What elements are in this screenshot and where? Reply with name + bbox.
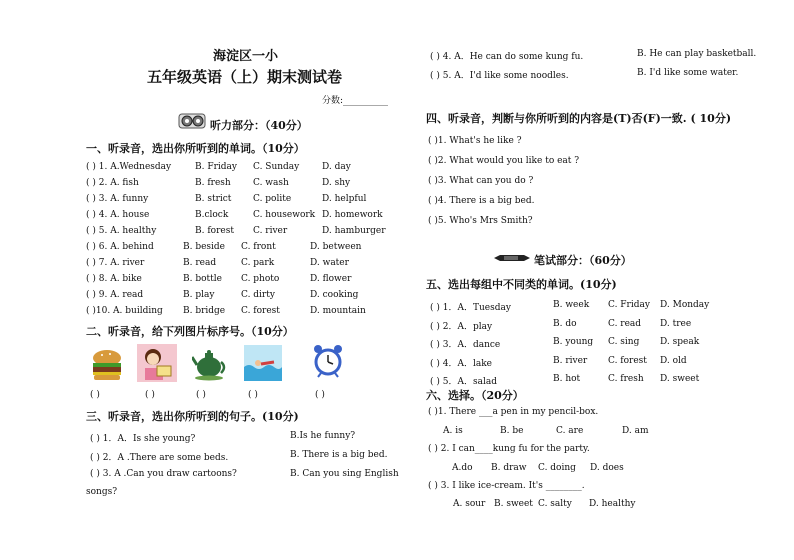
sec2-blank-4: ( ) (248, 390, 258, 400)
sec1-option-d: D. day (322, 162, 351, 172)
sec1-title: 一、听录音，选出你所听到的单词。（10分） (86, 142, 305, 155)
hamburger-icon (90, 347, 124, 383)
q1opts-2: B. be (500, 426, 524, 436)
sec5-option-c: C. fresh (608, 374, 644, 384)
sec5-option-b: B. young (553, 337, 594, 347)
girl-reading-icon (137, 344, 177, 382)
sec5-option-c: C. forest (608, 355, 647, 366)
sec4-item-2: ( )2. What would you like to eat ? (428, 156, 580, 166)
sec1-option-c: C. forest (241, 306, 280, 316)
sec1-option-d: D. shy (322, 178, 351, 188)
headphones-icon (178, 110, 206, 130)
q1opts-4: D. am (622, 426, 649, 436)
sec1-option-c: C. dirty (241, 290, 275, 300)
sec3-item-5: ( ) 5. A．I'd like some noodles. (430, 71, 569, 81)
sec1-option-c: C. park (241, 258, 275, 268)
q2opts-1: A.do (452, 463, 473, 473)
sec1-option-b: B. play (183, 290, 215, 300)
q3opts-1: A. sour (453, 499, 486, 509)
sec1-option-c: C. photo (241, 274, 280, 284)
sec3-option-b: B. I'd like some water. (637, 68, 739, 78)
q3opts-3: C. salty (538, 499, 572, 509)
sec4-item-1: ( )1. What's he like ? (428, 136, 522, 146)
sec5-item-4: ( ) 4．A．lake (430, 358, 492, 369)
sec5-option-d: D. old (660, 355, 687, 366)
sec1-option-b: B. bottle (183, 274, 222, 284)
sec6-q2: ( ) 2. I can____kung fu for the party. (428, 444, 590, 454)
sec1-option-c: C. polite (253, 194, 292, 204)
sec3-title: 三、听录音，选出你所听到的句子。(10分) (86, 410, 299, 423)
sec1-option-b: B. bridge (183, 306, 226, 316)
sec1-option-c: C. river (253, 226, 288, 236)
sec3-item-4: ( ) 4. A．He can do some kung fu. (430, 52, 584, 62)
exam-title: 五年级英语（上）期末测试卷 (147, 68, 343, 86)
sec5-item-3: ( ) 3．A．dance (430, 340, 501, 350)
sec2-blank-1: ( ) (90, 390, 100, 400)
sec1-item-2: ( ) 2. A. fish (86, 178, 139, 188)
school-title: 海淀区一小 (213, 49, 279, 64)
sec1-option-d: D. hamburger (322, 226, 386, 236)
sec1-item-3: ( ) 3. A. funny (86, 194, 149, 204)
q1opts-1: A. is (443, 426, 463, 436)
sec1-item-9: ( ) 9. A. read (86, 290, 144, 300)
sec1-item-1: ( ) 1. A.Wednesday (86, 162, 172, 172)
sec1-option-d: D. homework (322, 210, 383, 220)
sec5-option-c: C. sing (608, 337, 640, 347)
sec5-option-d: D. speak (660, 337, 700, 347)
q2opts-3: C. doing (538, 463, 576, 473)
sec5-option-b: B. hot (553, 374, 581, 384)
writing-part-title: 笔试部分：（60分） (534, 254, 632, 267)
sec5-title: 五、选出每组中不同类的单词。(10分) (426, 278, 617, 291)
sec1-option-b: B. forest (195, 226, 234, 236)
sec5-item-1: ( ) 1．A．Tuesday (430, 303, 511, 313)
sec2-blank-2: ( ) (145, 390, 155, 400)
sec1-item-7: ( ) 7. A. river (86, 258, 145, 268)
sec1-option-c: C. front (241, 242, 276, 252)
q3opts-2: B. sweet (494, 499, 533, 509)
sec3-option-b: B. He can play basketball. (637, 49, 757, 59)
sec3-item-3: ( ) 3. A .Can you draw cartoons? (90, 469, 237, 479)
sec1-item-6: ( ) 6. A. behind (86, 242, 154, 252)
sec1-item-10: ( )10. A. building (86, 306, 163, 316)
sec1-option-d: D. water (310, 258, 349, 268)
sec1-option-b: B. fresh (195, 178, 231, 188)
sec2-blank-3: ( ) (196, 390, 206, 400)
sec2-blank-5: ( ) (315, 390, 325, 400)
alarm-clock-icon (311, 342, 345, 378)
sec5-option-c: C. read (608, 318, 642, 329)
sec5-option-b: B. river (553, 355, 588, 366)
q1opts-3: C. are (556, 426, 584, 436)
sec3-wrap-text: songs? (86, 487, 118, 497)
sec3-option-b: B. There is a big bed. (290, 450, 388, 460)
sec4-item-3: ( )3. What can you do ? (428, 176, 534, 186)
sec3-option-b: B. Can you sing English (290, 469, 399, 479)
teapot-icon (192, 345, 226, 381)
sec6-q3: ( ) 3. I like ice-cream. It's ________. (428, 481, 585, 491)
sec6-title: 六、选择。（20分） (426, 389, 524, 402)
sec1-item-8: ( ) 8. A. bike (86, 274, 142, 284)
sec1-option-d: D. between (310, 242, 362, 252)
sec1-option-b: B. Friday (195, 162, 237, 172)
pen-icon (494, 253, 530, 263)
sec1-option-d: D. mountain (310, 306, 366, 316)
sec2-title: 二、听录音，给下列图片标序号。（10分） (86, 325, 294, 338)
sec1-option-d: D. cooking (310, 290, 359, 300)
sec4-item-4: ( )4. There is a big bed. (428, 196, 535, 206)
sec1-option-d: D. helpful (322, 194, 367, 204)
sec5-option-d: D. Monday (660, 300, 710, 310)
sec5-option-d: D. sweet (660, 374, 700, 384)
sec5-option-d: D. tree (660, 318, 692, 329)
swimming-icon (244, 345, 282, 381)
sec5-item-2: ( ) 2．A．play (430, 321, 493, 332)
sec3-item-1: ( ) 1．A．Is she young? (90, 434, 196, 444)
sec1-option-c: C. Sunday (253, 162, 300, 172)
sec5-option-b: B. do (553, 318, 577, 329)
sec1-option-d: D. flower (310, 274, 352, 284)
sec1-option-b: B. strict (195, 194, 232, 204)
listening-part-title: 听力部分：（40分） (210, 119, 308, 132)
sec1-option-c: C. wash (253, 178, 289, 188)
sec5-option-c: C. Friday (608, 300, 650, 310)
sec1-option-b: B. read (183, 258, 217, 268)
sec5-option-b: B. week (553, 300, 590, 310)
sec6-q1: ( )1. There ___a pen in my pencil-box. (428, 407, 599, 417)
sec5-item-5: ( ) 5．A．salad (430, 377, 497, 387)
sec4-title: 四、听录音，判断与你所听到的内容是(T)否(F)一致. ( 10分) (426, 112, 732, 125)
sec1-item-5: ( ) 5. A. healthy (86, 226, 157, 236)
sec1-option-b: B. beside (183, 242, 226, 252)
q3opts-4: D. healthy (589, 499, 636, 509)
sec1-option-b: B.clock (195, 210, 229, 220)
sec1-option-c: C. housework (253, 210, 316, 220)
sec3-item-2: ( ) 2．A .There are some beds. (90, 453, 229, 463)
q2opts-2: B. draw (491, 463, 527, 473)
q2opts-4: D. does (590, 463, 624, 473)
sec3-option-b: B.Is he funny? (290, 431, 356, 441)
score-line: 分数:__________ (322, 96, 389, 106)
sec4-item-5: ( )5. Who's Mrs Smith? (428, 216, 533, 226)
sec1-item-4: ( ) 4. A. house (86, 210, 150, 220)
